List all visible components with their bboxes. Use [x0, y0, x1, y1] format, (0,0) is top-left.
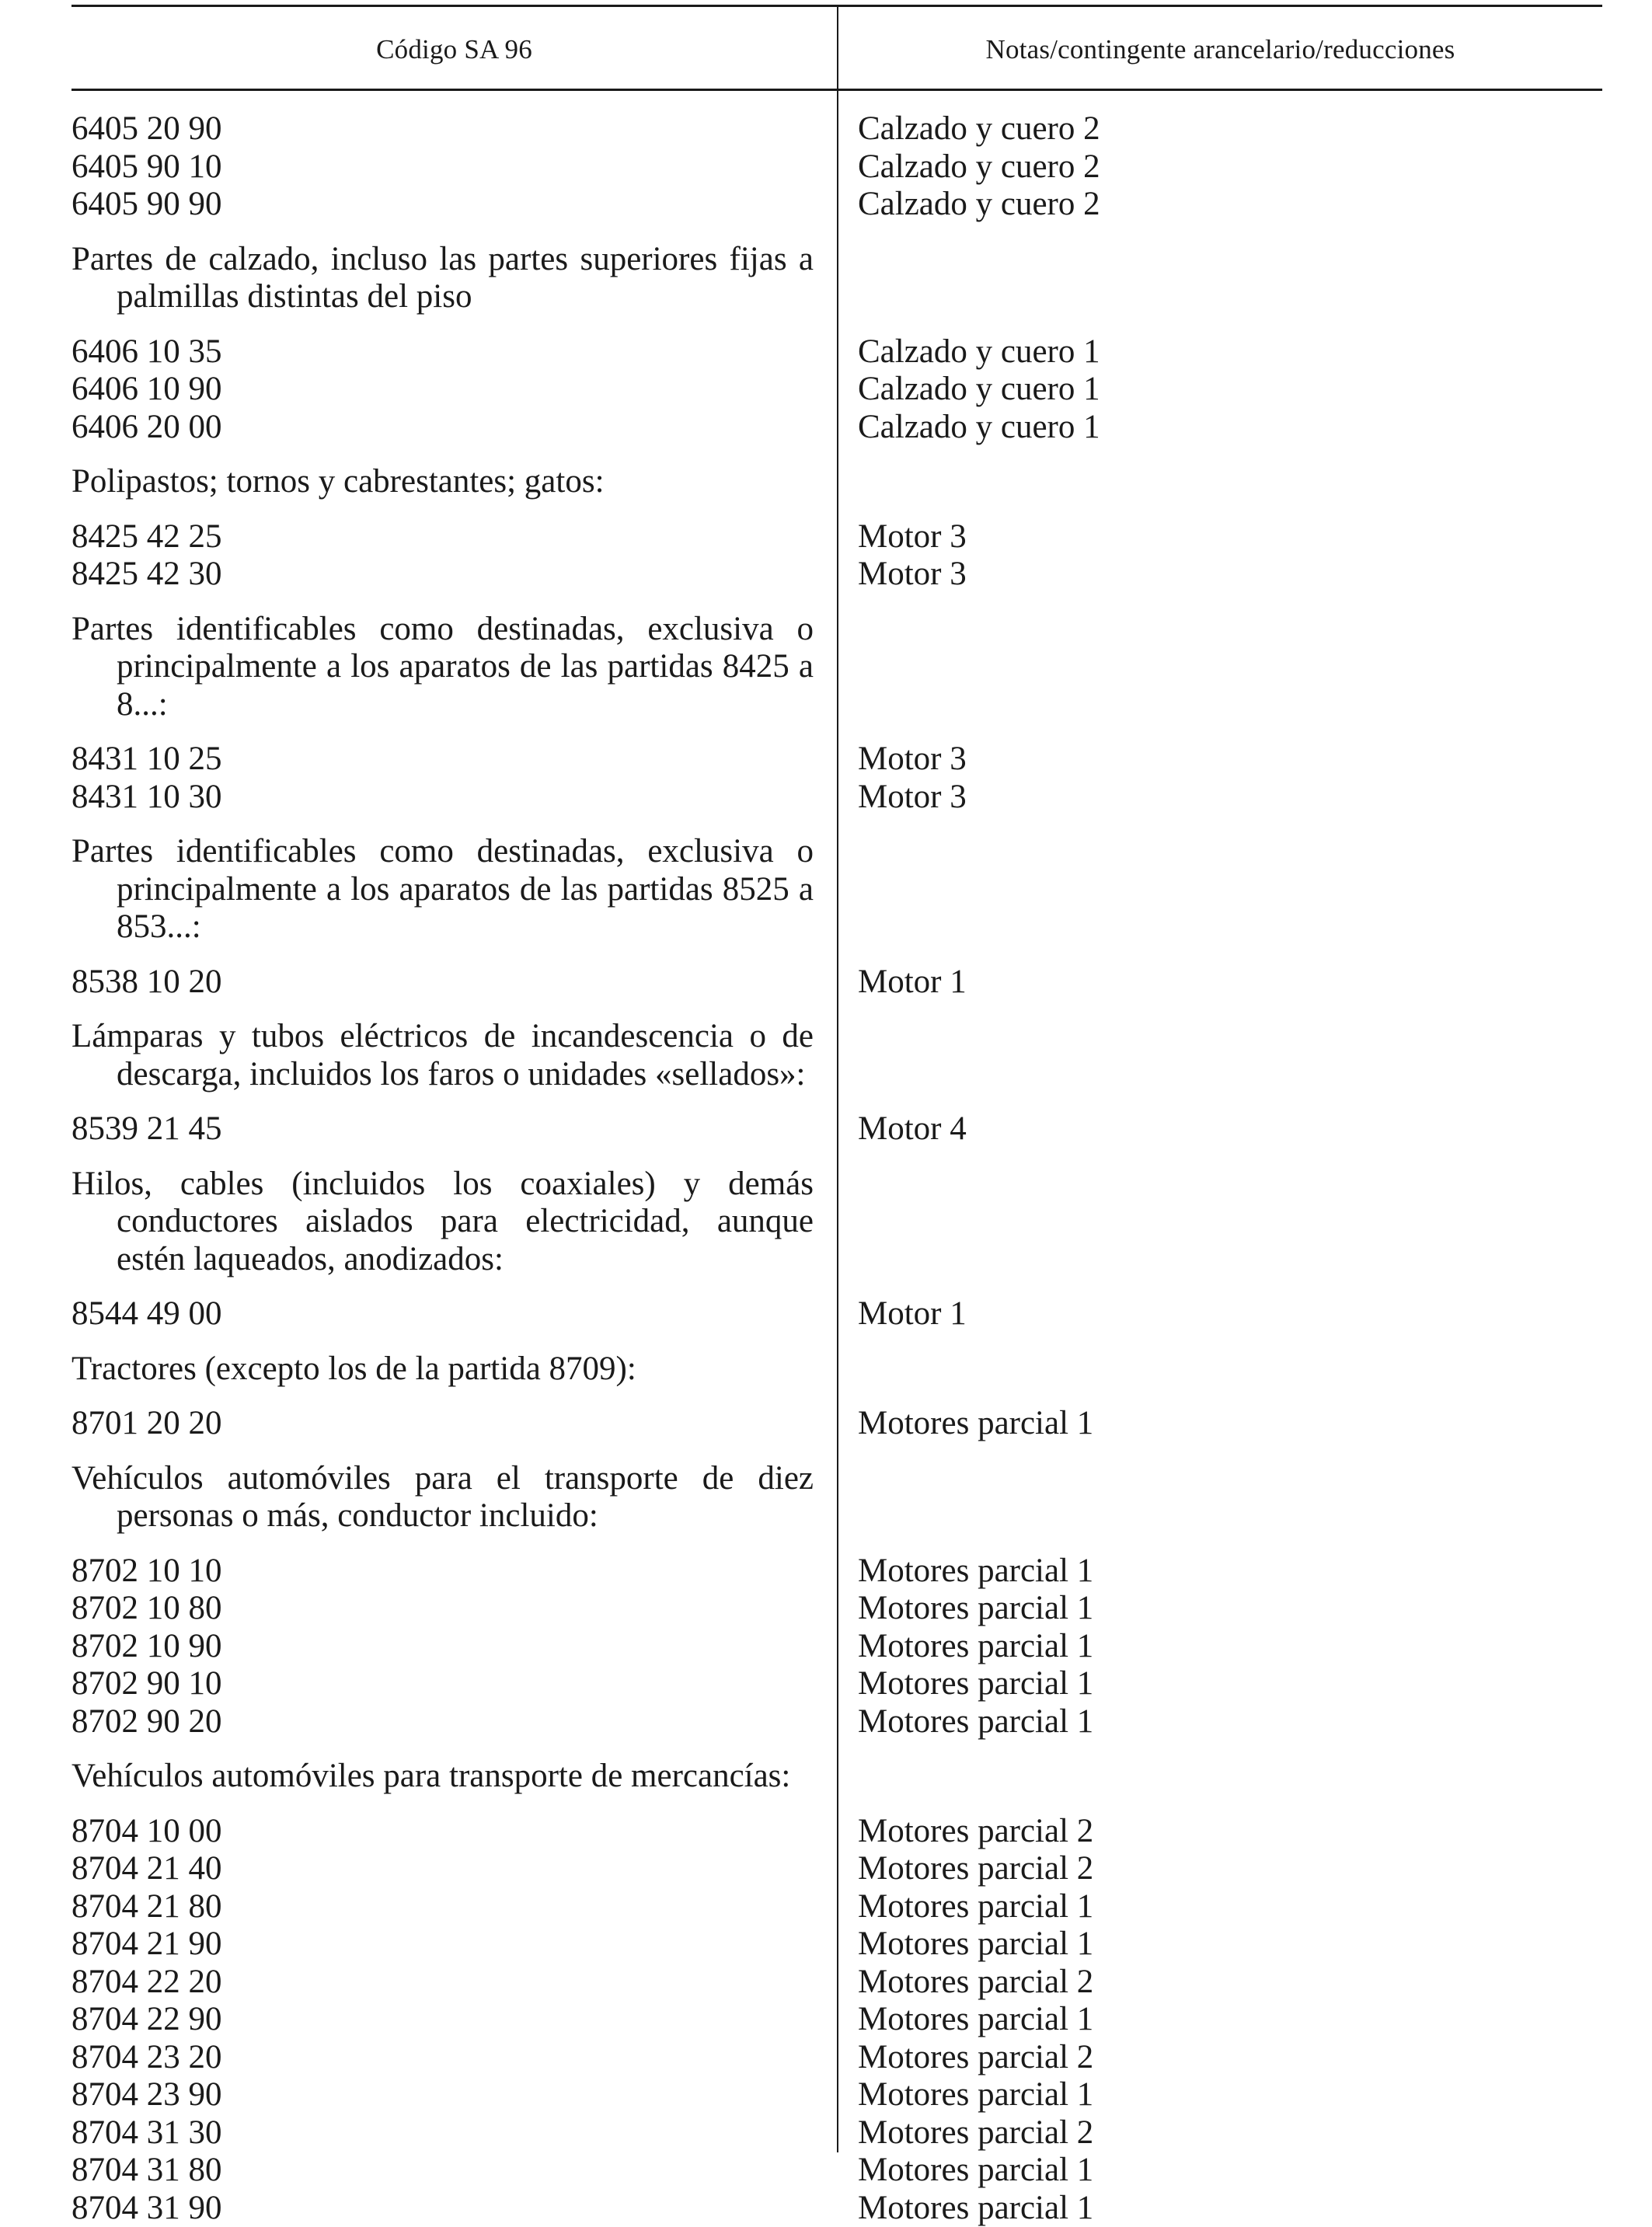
note-cell: Calzado y cuero 1 [837, 333, 1602, 371]
hs-code-cell: 6405 20 90 [71, 110, 837, 148]
table-row [71, 741, 1602, 779]
note-cell: Calzado y cuero 2 [837, 148, 1602, 186]
section-group [71, 833, 1602, 1001]
hs-code-cell: 8701 20 20 [71, 1405, 837, 1443]
table-row [71, 1888, 1602, 1926]
hs-code-cell: 8704 10 00 [71, 1813, 837, 1851]
section-group [71, 241, 1602, 447]
hs-code-cell: 6406 10 35 [71, 333, 837, 371]
hs-code-cell: 8425 42 25 [71, 518, 837, 556]
section-group [71, 1166, 1602, 1333]
section-group [71, 1460, 1602, 1741]
table-row [71, 1964, 1602, 2002]
note-cell: Motor 3 [837, 779, 1602, 817]
table-row [71, 1628, 1602, 1666]
hs-code-cell: 8704 31 90 [71, 2190, 837, 2227]
section-heading: Lámparas y tubos eléctricos de incandescencia o de descarga, incluidos los faros o unidades «sellados»: [71, 1018, 814, 1093]
table-row [71, 2114, 1602, 2152]
section-group [71, 1018, 1602, 1148]
note-cell: Motores parcial 2 [837, 1850, 1602, 1888]
table-row [71, 556, 1602, 594]
note-cell: Motores parcial 1 [837, 1888, 1602, 1926]
note-cell: Motores parcial 2 [837, 2114, 1602, 2152]
table-row [71, 2152, 1602, 2190]
table-row [71, 2039, 1602, 2077]
section-heading: Partes identificables como destinadas, exclusiva o principalmente a los aparatos de las partidas 8525 a 853...: [71, 833, 814, 946]
hs-code-cell: 8538 10 20 [71, 964, 837, 1002]
section-heading: Tractores (excepto los de la partida 8709): [71, 1350, 814, 1389]
table-row [71, 1665, 1602, 1703]
section-heading: Hilos, cables (incluidos los coaxiales) y demás conductores aislados para electricidad, aunque estén laqueados, anodizados: [71, 1166, 814, 1279]
hs-code-cell: 8704 21 40 [71, 1850, 837, 1888]
note-cell: Motores parcial 1 [837, 1553, 1602, 1591]
tariff-table [71, 5, 1602, 2154]
note-cell: Motor 3 [837, 741, 1602, 779]
hs-code-cell: 8702 10 80 [71, 1590, 837, 1628]
table-row [71, 1926, 1602, 1964]
note-cell: Motores parcial 2 [837, 1964, 1602, 2002]
hs-code-cell: 8704 22 90 [71, 2001, 837, 2039]
column-header-notes: Notas/contingente arancelario/reducciones [838, 28, 1602, 71]
note-cell: Motores parcial 1 [837, 1405, 1602, 1443]
note-cell: Motores parcial 1 [837, 1926, 1602, 1964]
hs-code-cell: 8704 31 30 [71, 2114, 837, 2152]
hs-code-cell: 8704 21 80 [71, 1888, 837, 1926]
table-row [71, 518, 1602, 556]
note-cell: Motores parcial 2 [837, 1813, 1602, 1851]
table-row [71, 964, 1602, 1002]
hs-code-cell: 8704 23 20 [71, 2039, 837, 2077]
table-row [71, 2076, 1602, 2114]
hs-code-cell: 8704 22 20 [71, 1964, 837, 2002]
note-cell: Motores parcial 2 [837, 2039, 1602, 2077]
hs-code-cell: 8704 23 90 [71, 2076, 837, 2114]
hs-code-cell: 6406 20 00 [71, 409, 837, 447]
hs-code-cell: 8431 10 25 [71, 741, 837, 779]
note-cell: Motor 3 [837, 518, 1602, 556]
table-row [71, 371, 1602, 409]
note-cell: Motores parcial 1 [837, 2001, 1602, 2039]
column-header-code: Código SA 96 [71, 28, 837, 71]
hs-code-cell: 6405 90 90 [71, 186, 837, 224]
table-row [71, 409, 1602, 447]
section-group [71, 611, 1602, 817]
section-heading: Vehículos automóviles para el transporte de diez personas o más, conductor incluido: [71, 1460, 814, 1535]
note-cell: Motor 1 [837, 1295, 1602, 1333]
note-cell: Motores parcial 1 [837, 2190, 1602, 2227]
hs-code-cell: 8702 10 10 [71, 1553, 837, 1591]
table-body [71, 110, 1602, 2227]
hs-code-cell: 8704 21 90 [71, 1926, 837, 1964]
section-heading: Partes identificables como destinadas, exclusiva o principalmente a los aparatos de las partidas 8425 a 8...: [71, 611, 814, 724]
table-row [71, 110, 1602, 148]
note-cell: Calzado y cuero 1 [837, 409, 1602, 447]
table-row [71, 1813, 1602, 1851]
table-row [71, 779, 1602, 817]
section-group [71, 1350, 1602, 1443]
section-group [71, 463, 1602, 594]
table-row [71, 1553, 1602, 1591]
hs-code-cell: 8544 49 00 [71, 1295, 837, 1333]
table-row [71, 1850, 1602, 1888]
note-cell: Motores parcial 1 [837, 1590, 1602, 1628]
table-row [71, 2001, 1602, 2039]
table-row [71, 1110, 1602, 1148]
table-row [71, 1703, 1602, 1741]
hs-code-cell: 8702 10 90 [71, 1628, 837, 1666]
section-heading: Vehículos automóviles para transporte de mercancías: [71, 1758, 814, 1796]
table-row [71, 148, 1602, 186]
note-cell: Motores parcial 1 [837, 2076, 1602, 2114]
note-cell: Motores parcial 1 [837, 1628, 1602, 1666]
note-cell: Calzado y cuero 2 [837, 110, 1602, 148]
document-page [71, 0, 1602, 2157]
table-row [71, 2190, 1602, 2227]
section-group [71, 110, 1602, 224]
note-cell: Calzado y cuero 2 [837, 186, 1602, 224]
section-heading: Polipastos; tornos y cabrestantes; gatos: [71, 463, 814, 501]
hs-code-cell: 8702 90 20 [71, 1703, 837, 1741]
hs-code-cell: 8539 21 45 [71, 1110, 837, 1148]
hs-code-cell: 8425 42 30 [71, 556, 837, 594]
table-row [71, 1405, 1602, 1443]
section-heading: Partes de calzado, incluso las partes superiores fijas a palmillas distintas del piso [71, 241, 814, 316]
note-cell: Motor 3 [837, 556, 1602, 594]
note-cell: Motores parcial 1 [837, 2152, 1602, 2190]
table-row [71, 1295, 1602, 1333]
hs-code-cell: 6406 10 90 [71, 371, 837, 409]
hs-code-cell: 8704 31 80 [71, 2152, 837, 2190]
note-cell: Motor 1 [837, 964, 1602, 1002]
hs-code-cell: 8431 10 30 [71, 779, 837, 817]
hs-code-cell: 6405 90 10 [71, 148, 837, 186]
note-cell: Motor 4 [837, 1110, 1602, 1148]
section-group [71, 1758, 1602, 2227]
note-cell: Motores parcial 1 [837, 1703, 1602, 1741]
note-cell: Calzado y cuero 1 [837, 371, 1602, 409]
hs-code-cell: 8702 90 10 [71, 1665, 837, 1703]
note-cell: Motores parcial 1 [837, 1665, 1602, 1703]
table-row [71, 186, 1602, 224]
table-row [71, 1590, 1602, 1628]
table-row [71, 333, 1602, 371]
